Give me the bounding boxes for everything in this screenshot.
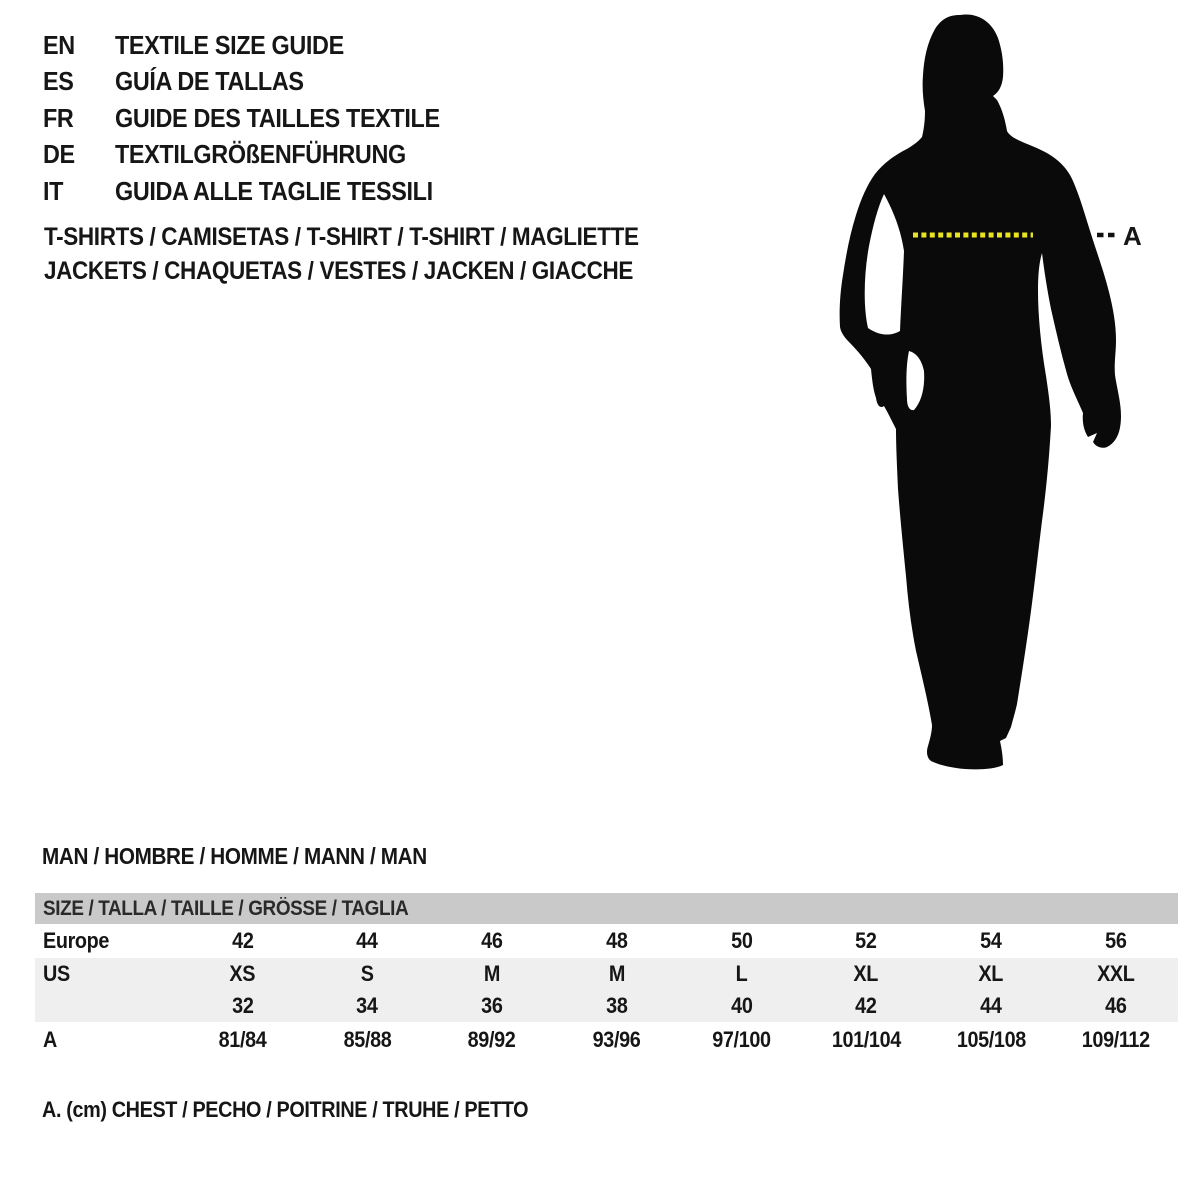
category-text: T-SHIRTS / CAMISETAS / T-SHIRT / T-SHIRT / MAGLIETTE bbox=[44, 222, 639, 251]
gender-heading-text: MAN / HOMBRE / HOMME / MANN / MAN bbox=[42, 842, 427, 869]
row-label: US bbox=[43, 961, 70, 986]
size-value: XXL bbox=[1096, 961, 1135, 986]
language-code: EN bbox=[43, 29, 75, 60]
language-row-fr bbox=[43, 100, 476, 137]
size-value: XS bbox=[229, 961, 256, 986]
language-title: TEXTILE SIZE GUIDE bbox=[115, 29, 344, 60]
table-row-us-numeric bbox=[35, 990, 1178, 1022]
size-value: 38 bbox=[605, 993, 628, 1018]
table-row-europe bbox=[35, 924, 1178, 958]
size-value: 44 bbox=[980, 993, 1002, 1018]
language-row-en bbox=[43, 27, 476, 64]
size-value: 44 bbox=[356, 928, 378, 953]
size-value: 32 bbox=[231, 993, 254, 1018]
size-value: 93/96 bbox=[592, 1027, 641, 1052]
table-row-chest-a bbox=[35, 1022, 1178, 1058]
language-code: DE bbox=[43, 139, 75, 170]
language-title: TEXTILGRÖßENFÜHRUNG bbox=[115, 139, 406, 170]
size-value: 97/100 bbox=[712, 1027, 771, 1052]
measurement-footnote-text: A. (cm) CHEST / PECHO / POITRINE / TRUHE / PETTO bbox=[42, 1097, 529, 1122]
language-code: ES bbox=[43, 66, 74, 97]
size-value: 105/108 bbox=[956, 1027, 1026, 1052]
size-value: 42 bbox=[855, 993, 877, 1018]
size-table-header bbox=[35, 893, 1178, 924]
size-value: 109/112 bbox=[1081, 1027, 1150, 1052]
row-label: Europe bbox=[43, 928, 110, 953]
language-code: IT bbox=[43, 175, 64, 206]
size-value: XL bbox=[853, 961, 879, 986]
language-title: GUIDA ALLE TAGLIE TESSILI bbox=[115, 175, 433, 206]
language-row-es bbox=[43, 64, 476, 101]
language-row-de bbox=[43, 137, 476, 174]
size-value: 36 bbox=[481, 993, 503, 1018]
size-value: 42 bbox=[231, 928, 254, 953]
size-value: 48 bbox=[605, 928, 628, 953]
size-value: M bbox=[608, 961, 625, 986]
size-value: 101/104 bbox=[831, 1027, 901, 1052]
language-row-it bbox=[43, 173, 476, 210]
size-table bbox=[35, 893, 1178, 1058]
category-text: JACKETS / CHAQUETAS / VESTES / JACKEN / GIACCHE bbox=[44, 256, 634, 285]
language-list bbox=[43, 27, 476, 210]
measurement-footnote bbox=[42, 1095, 582, 1125]
size-table-header-text: SIZE / TALLA / TAILLE / GRÖSSE / TAGLIA bbox=[43, 896, 409, 920]
gender-heading bbox=[42, 843, 470, 869]
size-value: 50 bbox=[730, 928, 753, 953]
size-value: L bbox=[735, 961, 748, 986]
man-silhouette-figure bbox=[820, 0, 1200, 800]
size-value: 40 bbox=[730, 993, 753, 1018]
table-row-us bbox=[35, 958, 1178, 990]
size-value: 34 bbox=[356, 993, 378, 1018]
size-value: M bbox=[483, 961, 500, 986]
size-value: S bbox=[360, 961, 374, 986]
size-value: 46 bbox=[1104, 993, 1127, 1018]
size-value: 89/92 bbox=[467, 1027, 516, 1052]
row-label: A bbox=[43, 1027, 57, 1052]
size-value: 52 bbox=[855, 928, 877, 953]
category-line-tshirts bbox=[44, 220, 705, 254]
man-silhouette bbox=[840, 14, 1121, 769]
language-title: GUÍA DE TALLAS bbox=[115, 66, 304, 97]
measure-label-a: A bbox=[1123, 221, 1142, 251]
language-code: FR bbox=[43, 102, 74, 133]
size-value: 56 bbox=[1104, 928, 1127, 953]
size-value: 85/88 bbox=[343, 1027, 392, 1052]
size-value: 54 bbox=[980, 928, 1002, 953]
category-line-jackets bbox=[44, 254, 698, 288]
size-value: 46 bbox=[481, 928, 503, 953]
language-title: GUIDE DES TAILLES TEXTILE bbox=[115, 102, 440, 133]
size-value: 81/84 bbox=[218, 1027, 267, 1052]
size-value: XL bbox=[978, 961, 1004, 986]
